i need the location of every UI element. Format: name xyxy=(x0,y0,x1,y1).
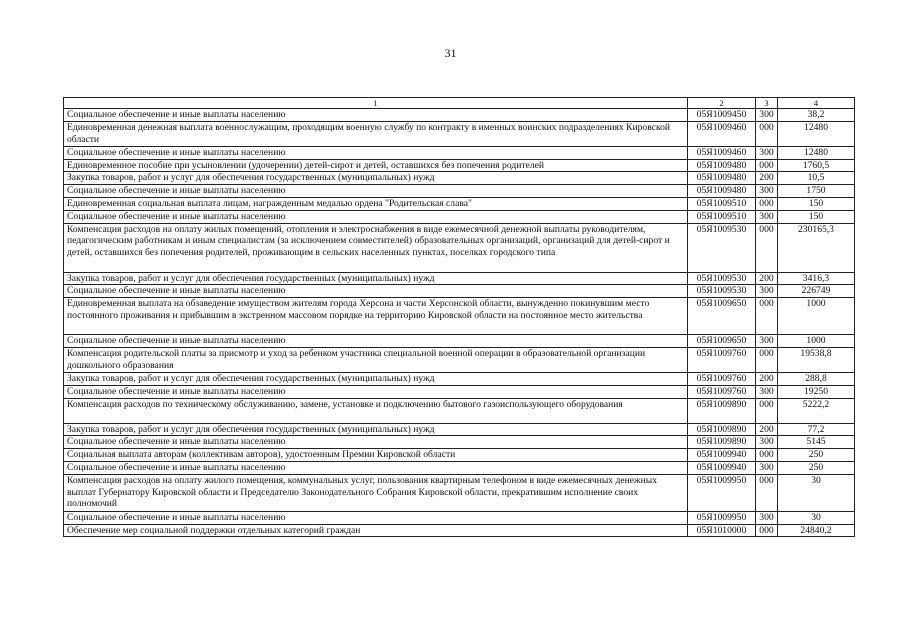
table-row xyxy=(64,385,855,398)
budget-table xyxy=(63,97,855,537)
cell-csr: 05Я1009890 xyxy=(688,423,756,436)
cell-name: Социальное обеспечение и иные выплаты населению xyxy=(64,146,688,159)
table-row xyxy=(64,335,855,348)
cell-sum: 250 xyxy=(778,449,855,462)
cell-csr: 05Я1009940 xyxy=(688,449,756,462)
cell-vr: 000 xyxy=(756,398,778,423)
cell-sum: 10,5 xyxy=(778,172,855,185)
cell-name: Закупка товаров, работ и услуг для обеспечения государственных (муниципальных) нужд xyxy=(64,423,688,436)
cell-vr: 200 xyxy=(756,372,778,385)
cell-name: Социальное обеспечение и иные выплаты населению xyxy=(64,511,688,524)
cell-vr: 300 xyxy=(756,335,778,348)
table-row xyxy=(64,511,855,524)
cell-name: Социальное обеспечение и иные выплаты населению xyxy=(64,109,688,122)
cell-csr: 05Я1009510 xyxy=(688,210,756,223)
cell-name: Закупка товаров, работ и услуг для обеспечения государственных (муниципальных) нужд xyxy=(64,272,688,285)
cell-vr: 000 xyxy=(756,524,778,537)
cell-sum: 5145 xyxy=(778,436,855,449)
cell-csr: 05Я1009460 xyxy=(688,121,756,146)
cell-vr: 300 xyxy=(756,385,778,398)
cell-name: Социальное обеспечение и иные выплаты населению xyxy=(64,461,688,474)
cell-csr: 05Я1009950 xyxy=(688,474,756,511)
header-cell-csr: 2 xyxy=(688,98,756,109)
cell-csr: 05Я1009530 xyxy=(688,285,756,298)
cell-sum: 1000 xyxy=(778,335,855,348)
cell-csr: 05Я1009890 xyxy=(688,436,756,449)
cell-vr: 000 xyxy=(756,298,778,335)
cell-csr: 05Я1009480 xyxy=(688,185,756,198)
cell-sum: 150 xyxy=(778,210,855,223)
cell-csr: 05Я1009530 xyxy=(688,223,756,272)
cell-sum: 24840,2 xyxy=(778,524,855,537)
cell-csr: 05Я1009760 xyxy=(688,385,756,398)
table-row xyxy=(64,159,855,172)
table-body xyxy=(64,98,855,537)
header-cell-vr: 3 xyxy=(756,98,778,109)
cell-name: Единовременная социальная выплата лицам, награжденным медалью ордена "Родительская слава" xyxy=(64,197,688,210)
cell-sum: 30 xyxy=(778,511,855,524)
cell-sum: 77,2 xyxy=(778,423,855,436)
cell-name: Обеспечение мер социальной поддержки отдельных категорий граждан xyxy=(64,524,688,537)
cell-vr: 300 xyxy=(756,511,778,524)
table-row xyxy=(64,461,855,474)
cell-name: Единовременная выплата на обзаведение имуществом жителям города Херсона и части Херсонской области, вынужденно покинувшим место постоянного проживания и прибывшим в экстренном массовом порядке на территорию Кировской области на постоянное место жительства xyxy=(64,298,688,335)
cell-sum: 38,2 xyxy=(778,109,855,122)
cell-sum: 288,8 xyxy=(778,372,855,385)
cell-name: Социальное обеспечение и иные выплаты населению xyxy=(64,335,688,348)
cell-vr: 200 xyxy=(756,423,778,436)
cell-vr: 000 xyxy=(756,197,778,210)
cell-name: Социальное обеспечение и иные выплаты населению xyxy=(64,285,688,298)
table-row xyxy=(64,436,855,449)
cell-vr: 000 xyxy=(756,121,778,146)
cell-vr: 300 xyxy=(756,146,778,159)
header-cell-sum: 4 xyxy=(778,98,855,109)
table-row xyxy=(64,298,855,335)
cell-sum: 30 xyxy=(778,474,855,511)
cell-name: Компенсация родительской платы за присмотр и уход за ребенком участника специальной военной операции в образовательной организации дошкольного образования xyxy=(64,347,688,372)
cell-vr: 000 xyxy=(756,159,778,172)
cell-name: Закупка товаров, работ и услуг для обеспечения государственных (муниципальных) нужд xyxy=(64,372,688,385)
cell-vr: 200 xyxy=(756,172,778,185)
cell-name: Компенсация расходов на оплату жилого помещения, коммунальных услуг, пользования квартирным телефоном в виде ежемесячных денежных выплат Губернатору Кировской области и Председателю Законодательного Собрания Кировской области, прекратившим исполнение своих полномочий xyxy=(64,474,688,511)
page-number: 31 xyxy=(444,46,457,60)
cell-csr: 05Я1009760 xyxy=(688,372,756,385)
table-row xyxy=(64,272,855,285)
cell-sum: 226749 xyxy=(778,285,855,298)
cell-name: Социальное обеспечение и иные выплаты населению xyxy=(64,185,688,198)
table-row xyxy=(64,423,855,436)
table-row xyxy=(64,398,855,423)
cell-sum: 12480 xyxy=(778,121,855,146)
cell-name: Единовременное пособие при усыновлении (удочерении) детей-сирот и детей, оставшихся без попечения родителей xyxy=(64,159,688,172)
cell-csr: 05Я1009480 xyxy=(688,159,756,172)
cell-name: Социальное обеспечение и иные выплаты населению xyxy=(64,210,688,223)
cell-vr: 300 xyxy=(756,109,778,122)
cell-csr: 05Я1009950 xyxy=(688,511,756,524)
table-row xyxy=(64,197,855,210)
cell-name: Закупка товаров, работ и услуг для обеспечения государственных (муниципальных) нужд xyxy=(64,172,688,185)
table-row xyxy=(64,172,855,185)
cell-sum: 150 xyxy=(778,197,855,210)
cell-sum: 19250 xyxy=(778,385,855,398)
cell-name: Социальная выплата авторам (коллективам авторов), удостоенным Премии Кировской области xyxy=(64,449,688,462)
cell-sum: 12480 xyxy=(778,146,855,159)
cell-csr: 05Я1010000 xyxy=(688,524,756,537)
cell-sum: 19538,8 xyxy=(778,347,855,372)
cell-csr: 05Я1009510 xyxy=(688,197,756,210)
table-row xyxy=(64,285,855,298)
cell-vr: 000 xyxy=(756,474,778,511)
table-row xyxy=(64,146,855,159)
table-row xyxy=(64,121,855,146)
table-row xyxy=(64,210,855,223)
cell-csr: 05Я1009940 xyxy=(688,461,756,474)
cell-vr: 300 xyxy=(756,436,778,449)
cell-csr: 05Я1009530 xyxy=(688,272,756,285)
header-cell-name: 1 xyxy=(64,98,688,109)
cell-vr: 000 xyxy=(756,223,778,272)
cell-vr: 000 xyxy=(756,449,778,462)
cell-sum: 5222,2 xyxy=(778,398,855,423)
table-row xyxy=(64,372,855,385)
cell-name: Социальное обеспечение и иные выплаты населению xyxy=(64,436,688,449)
cell-name: Компенсация расходов по техническому обслуживанию, замене, установке и подключению бытового газоиспользующего оборудования xyxy=(64,398,688,423)
cell-sum: 230165,3 xyxy=(778,223,855,272)
cell-name: Компенсация расходов на оплату жилых помещений, отопления и электроснабжения в виде ежемесячной денежной выплаты руководителям, педагогическим работникам и иным специалистам (за исключением совместителей) образовательных организаций, организаций для детей-сирот и детей, оставшихся без попечения родителей, проживающим в сельских населенных пунктах, поселках городского типа xyxy=(64,223,688,272)
cell-csr: 05Я1009460 xyxy=(688,146,756,159)
cell-csr: 05Я1009650 xyxy=(688,298,756,335)
table-row xyxy=(64,474,855,511)
cell-csr: 05Я1009760 xyxy=(688,347,756,372)
cell-csr: 05Я1009450 xyxy=(688,109,756,122)
cell-name: Единовременная денежная выплата военнослужащим, проходящим военную службу по контракту в именных воинских подразделениях Кировской области xyxy=(64,121,688,146)
cell-vr: 200 xyxy=(756,272,778,285)
cell-csr: 05Я1009480 xyxy=(688,172,756,185)
cell-vr: 300 xyxy=(756,285,778,298)
cell-csr: 05Я1009890 xyxy=(688,398,756,423)
table-row xyxy=(64,449,855,462)
cell-sum: 1750 xyxy=(778,185,855,198)
table-row xyxy=(64,524,855,537)
table-row xyxy=(64,223,855,272)
cell-vr: 000 xyxy=(756,347,778,372)
cell-sum: 1000 xyxy=(778,298,855,335)
table-row xyxy=(64,185,855,198)
table-header-row xyxy=(64,98,855,109)
cell-sum: 3416,3 xyxy=(778,272,855,285)
cell-vr: 300 xyxy=(756,210,778,223)
cell-csr: 05Я1009650 xyxy=(688,335,756,348)
cell-name: Социальное обеспечение и иные выплаты населению xyxy=(64,385,688,398)
cell-sum: 250 xyxy=(778,461,855,474)
table-row xyxy=(64,347,855,372)
table-row xyxy=(64,109,855,122)
cell-sum: 1760,5 xyxy=(778,159,855,172)
cell-vr: 300 xyxy=(756,185,778,198)
cell-vr: 300 xyxy=(756,461,778,474)
